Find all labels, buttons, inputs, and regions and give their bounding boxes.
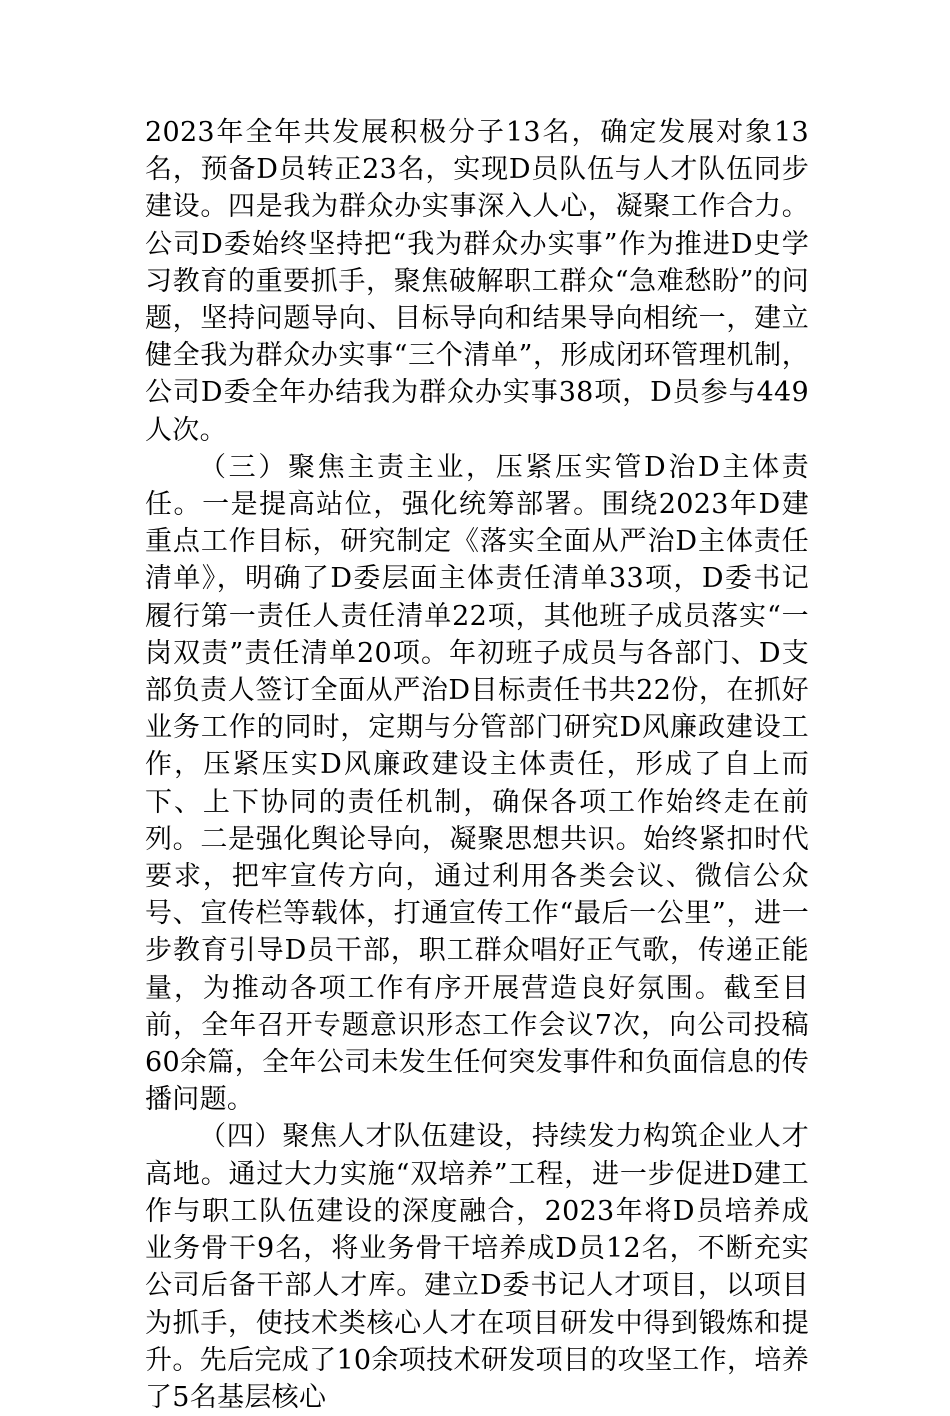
paragraph-1: 2023年全年共发展积极分子13名，确定发展对象13名，预备D员转正23名，实现D员队伍与人才队伍同步建设。四是我为群众办实事深入人心，凝聚工作合力。公司D委始终坚持把“我为群众办实事”作为推进D史学习教育的重要抓手，聚焦破解职工群众“急难愁盼”的问题，坚持问题导向、目标导向和结果导向相统一，建立健全我为群众办实事“三个清单”，形成闭环管理机制，公司D委全年办结我为群众办实事38项，D员参与449人次。 bbox=[145, 117, 809, 446]
paragraph-2: （三）聚焦主责主业，压紧压实管D治D主体责任。一是提高站位，强化统筹部署。围绕2023年D建重点工作目标，研究制定《落实全面从严治D主体责任清单》，明确了D委层面主体责任清单33项，D委书记履行第一责任人责任清单22项，其他班子成员落实“一岗双责”责任清单20项。年初班子成员与各部门、D支部负责人签订全面从严治D目标责任书共22份，在抓好业务工作的同时，定期与分管部门研究D风廉政建设工作，压紧压实D风廉政建设主体责任，形成了自上而下、上下协同的责任机制，确保各项工作始终走在前列。二是强化舆论导向，凝聚思想共识。始终紧扣时代要求，把牢宣传方向，通过利用各类会议、微信公众号、宣传栏等载体，打通宣传工作“最后一公里”，进一步教育引导D员干部，职工群众唱好正气歌，传递正能量，为推动各项工作有序开展营造良好氛围。截至目前，全年召开专题意识形态工作会议7次，向公司投稿60余篇，全年公司未发生任何突发事件和负面信息的传播问题。 bbox=[145, 451, 809, 1116]
document-body bbox=[145, 114, 809, 1416]
paragraph-3: （四）聚焦人才队伍建设，持续发力构筑企业人才高地。通过大力实施“双培养”工程，进一步促进D建工作与职工队伍建设的深度融合，2023年将D员培养成业务骨干9名，将业务骨干培养成D员12名，不断充实公司后备干部人才库。建立D委书记人才项目，以项目为抓手，使技术类核心人才在项目研发中得到锻炼和提升。先后完成了10余项技术研发项目的攻坚工作，培养了5名基层核心 bbox=[145, 1121, 809, 1413]
